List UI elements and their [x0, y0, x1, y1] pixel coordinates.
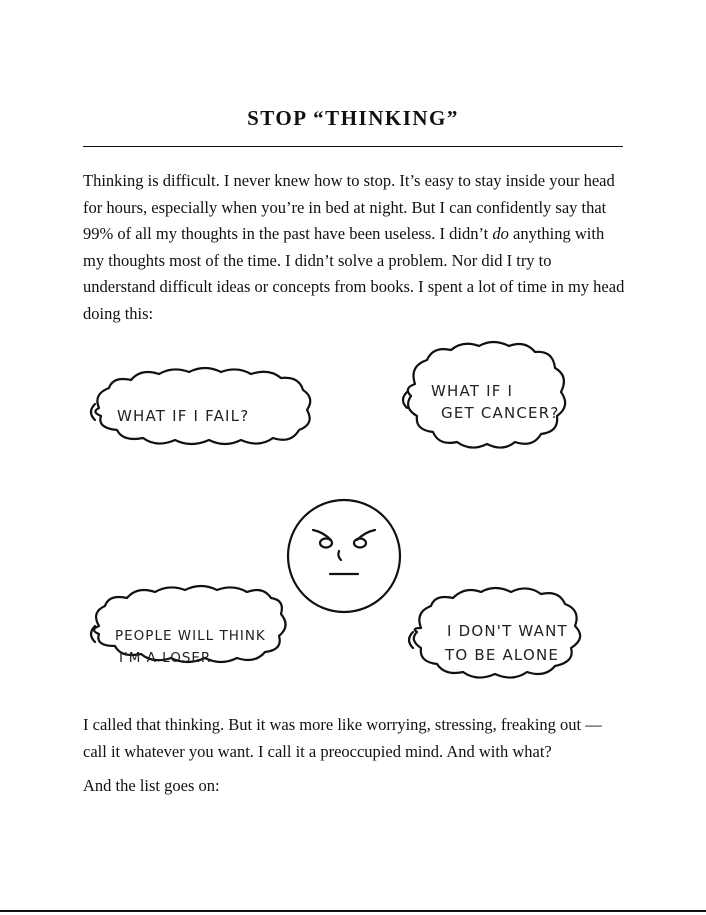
bubble-cancer-line-1: WHAT IF I: [431, 382, 514, 400]
worried-face: [288, 500, 400, 612]
page-bottom-border: [0, 910, 706, 912]
reflection-paragraph: I called that thinking. But it was more like worrying, stressing, freaking out — call it whatever you want. I call it a preoccupied mind. And with what?: [83, 715, 602, 761]
face-right-eye: [354, 539, 366, 548]
list-intro-paragraph: And the list goes on:: [83, 776, 220, 795]
bubble-loser-line-2: I'M A LOSER.: [119, 650, 217, 666]
bubble-fail-text: WHAT IF I FAIL?: [117, 407, 250, 425]
illustration-drawing: [85, 336, 606, 700]
bubble-alone-line-1: I DON'T WANT: [447, 622, 568, 640]
thought-bubble-fail: [95, 368, 310, 444]
intro-emphasis: do: [492, 224, 509, 243]
bubble-loser-line-1: PEOPLE WILL THINK: [115, 628, 266, 644]
bubble-alone-line-2: TO BE ALONE: [445, 646, 560, 664]
intro-paragraph: [83, 168, 628, 327]
intro-text-part-1: Thinking is difficult. I never knew how to stop. It’s easy to stay inside your head for hours, especially when you’re in bed at night. But I can confidently say that 99% of all my thoughts in the past have been useless. I didn’t: [83, 171, 615, 243]
face-left-eye: [320, 539, 332, 548]
face-nose: [338, 551, 341, 560]
page-title: STOP “THINKING”: [247, 106, 459, 130]
bubble-cancer-line-2: GET CANCER?: [441, 404, 560, 422]
title-divider: [83, 146, 623, 147]
intro-text-part-2: anything with my thoughts most of the time. I didn’t solve a problem. Nor did I try to understand difficult ideas or concepts from books. I spent a lot of time in my head doing this:: [83, 224, 625, 323]
worried-thoughts-illustration: [85, 336, 606, 700]
